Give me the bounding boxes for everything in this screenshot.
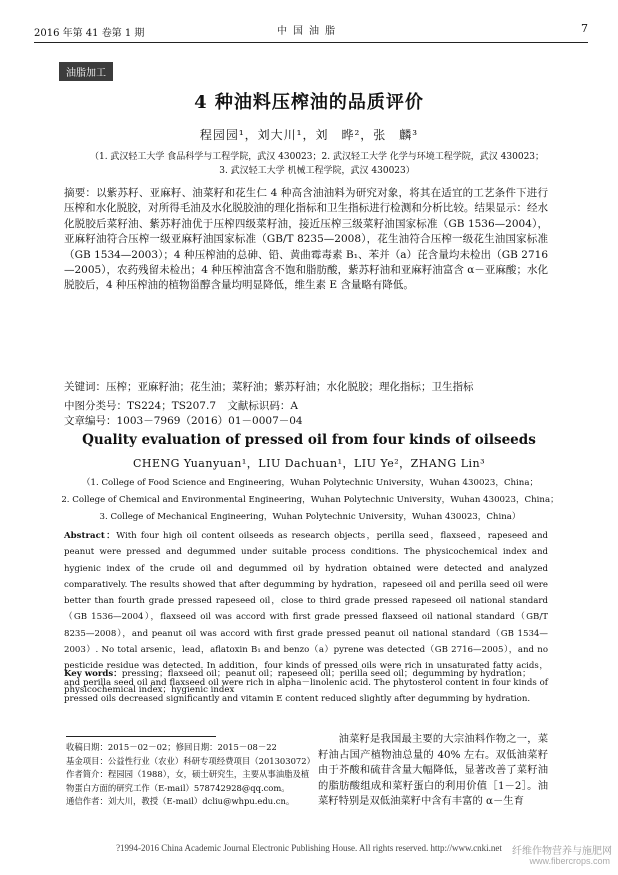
footnote-corresponding: 通信作者：刘大川，教授（E-mail）dcliu@whpu.edu.cn。 [66, 796, 295, 806]
article-number: 文章编号：1003－7969（2016）01－0007－04 [64, 415, 303, 427]
affiliations-chinese [82, 150, 552, 178]
affiliation-en-line: 2. College of Chemical and Environmental Engineering，Wuhan Polytechnic University，Wuhan 430023，China； [61, 495, 559, 505]
header-issue: 2016 年第 41 卷第 1 期 [34, 28, 145, 39]
footnote-author-bio: 作者简介：程园园（1988），女，硕士研究生，主要从事油脂及植物蛋白方面的研究工作（E-mail）578742928@qq.com。 [66, 769, 310, 793]
copyright-footer: ?1994-2016 China Academic Journal Electronic Publishing House. All rights reserved. http://www.cnki.net [116, 843, 502, 853]
header-page-number: 7 [581, 22, 588, 35]
keywords-english-text: pressing；flaxseed oil；peanut oil；rapeseed oil；perilla seed oil；degumming by hydration；physicochemical index；hygienic index [64, 669, 531, 695]
abstract-chinese: 摘要：以紫苏籽、亚麻籽、油菜籽和花生仁 4 种高含油油料为研究对象，将其在适宜的工艺条件下进行压榨和水化脱胶，对所得毛油及水化脱胶油的理化指标和卫生指标进行检测和分析比较。结果显示：经水化脱胶后菜籽油、紫苏籽油优于压榨四级菜籽油，接近压榨三级菜籽油国家标准（GB 1536—2004），亚麻籽油符合压榨一级亚麻籽油国家标准（GB/T 8235—2008），花生油符合压榨一级花生油国家标准（GB 1534—2003）；4 种压榨油的总砷、铅、黄曲霉毒素 B₁、苯并（a）芘含量均未检出（GB 2716—2005），农药残留未检出；4 种压榨油富含不饱和脂肪酸，紫苏籽油和亚麻籽油富含 α－亚麻酸；水化脱胶后，4 种压榨油的植物甾醇含量均明显降低，维生素 E 含量略有降低。 [64, 187, 548, 292]
abstract-label: Abstract： [64, 531, 117, 541]
classification-row [64, 398, 548, 428]
keywords-chinese: 关键词：压榨；亚麻籽油；花生油；菜籽油；紫苏籽油；水化脱胶；理化指标；卫生指标 [64, 381, 474, 393]
title-english: Quality evaluation of pressed oil from four kinds of oilseeds [82, 432, 536, 448]
header-rule [34, 42, 588, 43]
watermark-url: www.fibercrops.com [529, 856, 610, 866]
watermark-text: 纤维作物营养与施肥网 [512, 846, 612, 857]
document-code: 文献标识码：A [227, 400, 298, 412]
body-paragraph: 油菜籽是我国最主要的大宗油料作物之一，菜籽油占国产植物油总量的 40% 左右。双低油菜籽由于芥酸和硫苷含量大幅降低，显著改善了菜籽油的脂肪酸组成和菜籽蛋白的利用价值［1－2］。油菜籽特别是双低油菜籽中含有丰富的 α－生育 [318, 733, 548, 808]
footnote-rule [66, 736, 216, 737]
keywords-english [64, 666, 548, 698]
affiliation-cn-line: （1. 武汉轻工大学 食品科学与工程学院，武汉 430023；2. 武汉轻工大学 化学与环境工程学院，武汉 430023； [89, 152, 545, 162]
authors-english: CHENG Yuanyuan¹，LIU Dachuan¹，LIU Ye²，ZHANG Lin³ [132, 457, 486, 470]
authors-chinese: 程园园¹，刘大川¹，刘 晔²，张 麟³ [199, 128, 419, 142]
section-tag: 油脂加工 [59, 62, 113, 81]
affiliation-en-line: 3. College of Mechanical Engineering，Wuhan Polytechnic University，Wuhan 430023，China） [99, 512, 521, 522]
affiliation-cn-line: 3. 武汉轻工大学 机械工程学院，武汉 430023） [219, 166, 415, 176]
affiliation-en-line: （1. College of Food Science and Engineering，Wuhan Polytechnic University，Wuhan 430023，China； [81, 478, 539, 488]
clc-number: 中图分类号：TS224；TS207.7 [64, 400, 216, 412]
keywords-label: Key words： [64, 669, 122, 679]
footnote-dates: 收稿日期：2015－02－02；修回日期：2015－08－22 [66, 742, 277, 752]
footnote-funding: 基金项目：公益性行业（农业）科研专项经费项目（201303072） [66, 755, 315, 766]
header-journal: 中国油脂 [277, 26, 341, 37]
footnotes [66, 741, 316, 809]
affiliations-english [40, 475, 580, 526]
abstract-english-text: With four high oil content oilseeds as research objects，perilla seed，flaxseed，rapeseed and peanut were pressed and degummed under suitable process conditions. The physicochemical index and hygienic index of the crude oil and degummed oil by hydration obtained were detected and analyzed comparatively. The results showed that after degumming by hydration，rapeseed oil and perilla seed oil were better than fourth grade pressed rapeseed oil，close to third grade pressed rapeseed oil national standard（GB 1536—2004），flaxseed oil was accord with first grade pressed flaxseed oil national standard（GB/T 8235—2008），and peanut oil was accord with first grade pressed peanut oil national standard（GB 1534—2003）. No total arsenic，lead，aflatoxin B₁ and benzo（a）pyrene was detected（GB 2716—2005），and no pesticide residue was detected. In addition，four kinds of pressed oils were rich in unsaturated fatty acids，and perilla seed oil and flaxseed oil were rich in alpha－linolenic acid. The phytosterol content in four kinds of pressed oils decreased significantly and vitamin E content reduced slightly after degumming by hydration. [64, 531, 548, 704]
title-chinese: 4 种油料压榨油的品质评价 [194, 92, 424, 113]
